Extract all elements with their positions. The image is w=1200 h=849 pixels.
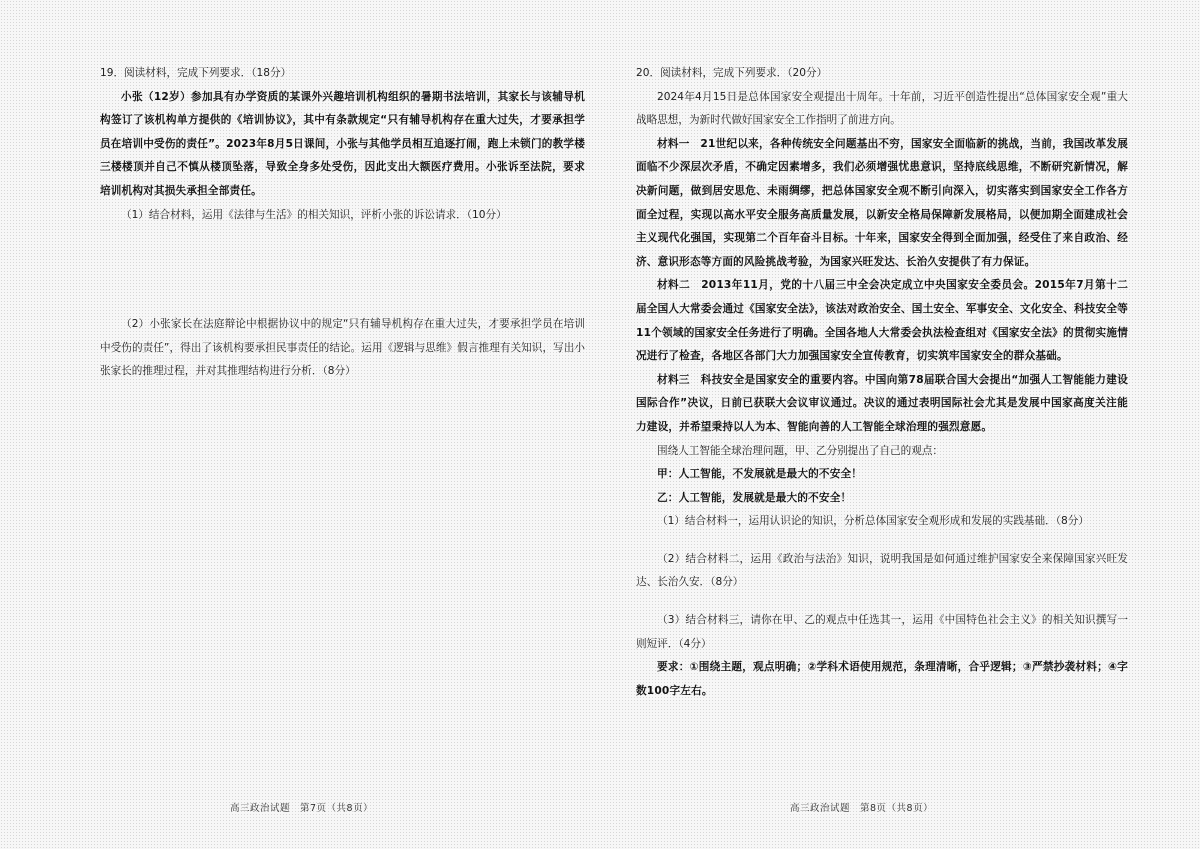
answer-requirements: 要求：①围绕主题，观点明确；②学科术语使用规范，条理清晰，合乎逻辑；③严禁抄袭材料；④字数100字左右。 [636, 661, 1128, 697]
debate-intro: 围绕人工智能全球治理问题，甲、乙分别提出了自己的观点： [657, 444, 944, 457]
question-20-intro: 2024年4月15日是总体国家安全观提出十周年。十年前，习近平创造性提出“总体国家安全观”重大战略思想，为新时代做好国家安全工作指明了前进方向。 [636, 90, 1128, 127]
question-20-subquestion-2: （2）结合材料二，运用《政治与法治》知识，说明我国是如何通过维护国家安全来保障国家兴旺发达、长治久安．（8分） [636, 552, 1128, 589]
page-7 [100, 62, 585, 832]
answer-space-20-1 [636, 534, 1128, 548]
view-yi: 乙：人工智能，发展就是最大的不安全！ [657, 491, 852, 504]
answer-space-19-1 [100, 227, 585, 313]
question-20-material-1: 材料一 21世纪以来，各种传统安全问题基出不穷，国家安全面临新的挑战，当前，我国改革发展面临不少深层次矛盾，不确定因素增多，我们必须增强忧患意识，坚持底线思维，不断研究新情况，解决新问题，做到居安思危、未雨绸缪，把总体国家安全观不断引向深入，切实落实到国家安全工作各方面全过程，实现以高水平安全服务高质量发展，以新安全格局保障新发展格局，以便加期全面建成社会主义现代化强国，实现第二个百年奋斗目标。十年来，国家安全得到全面加强，经受住了来自政治、经济、意识形态等方面的风险挑战考验，为国家兴旺发达、长治久安提供了有力保证。 [636, 137, 1128, 268]
question-20-material-3: 材料三 科技安全是国家安全的重要内容。中国向第78届联合国大会提出“加强人工智能能力建设国际合作”决议，日前已获联大会议审议通过。决议的通过表明国际社会尤其是发展中国家高度关注能力建设，并希望秉持以人为本、智能向善的人工智能全球治理的强烈意愿。 [636, 373, 1128, 433]
question-20-subquestion-3: （3）结合材料三，请你在甲、乙的观点中任选其一，运用《中国特色社会主义》的相关知识撰写一则短评．（4分） [636, 614, 1128, 650]
question-20-material-2: 材料二 2013年11月，党的十八届三中全会决定成立中央国家安全委员会。2015年7月第十二届全国人大常委会通过《国家安全法》，该法对政治安全、国土安全、军事安全、文化安全、科技安全等11个领域的国家安全任务进行了明确。全国各地人大常委会执法检查组对《国家安全法》的贯彻实施情况进行了检查，各地区各部门大力加强国家安全宣传教育，切实筑牢国家安全的群众基础。 [636, 279, 1128, 363]
page-7-footer: 高三政治试题 第7页（共8页） [230, 803, 374, 814]
question-19-title: 19．阅读材料，完成下列要求．（18分） [100, 67, 292, 79]
question-20-subquestion-1: （1）结合材料一，运用认识论的知识，分析总体国家安全观形成和发展的实践基础．（8分） [657, 515, 1089, 528]
page-8-footer: 高三政治试题 第8页（共8页） [790, 803, 934, 814]
question-19-subquestion-2: （2）小张家长在法庭辩论中根据协议中的规定“只有辅导机构存在重大过失，才要承担学员在培训中受伤的责任”，得出了该机构要承担民事责任的结论。运用《逻辑与思维》假言推理有关知识，写出小张家长的推理过程，并对其推理结构进行分析．（8分） [100, 318, 585, 378]
answer-space-20-2 [636, 595, 1128, 609]
question-19-subquestion-1: （1）结合材料，运用《法律与生活》的相关知识，评析小张的诉讼请求．（10分） [121, 208, 507, 221]
page-8 [636, 62, 1128, 832]
view-jia: 甲：人工智能，不发展就是最大的不安全！ [657, 468, 863, 481]
question-19-material: 小张（12岁）参加具有办学资质的某课外兴趣培训机构组织的暑期书法培训，其家长与该辅导机构签订了该机构单方提供的《培训协议》，其中有条款规定“只有辅导机构存在重大过失，才要承担学员在培训中受伤的责任”。2023年8月5日课间，小张与其他学员相互追逐打闹，跑上未锁门的教学楼三楼楼顶并自己不慎从楼顶坠落，导致全身多处受伤，因此支出大额医疗费用。小张诉至法院，要求培训机构对其损失承担全部责任。 [100, 90, 585, 197]
question-20-title: 20．阅读材料，完成下列要求．（20分） [636, 67, 828, 79]
